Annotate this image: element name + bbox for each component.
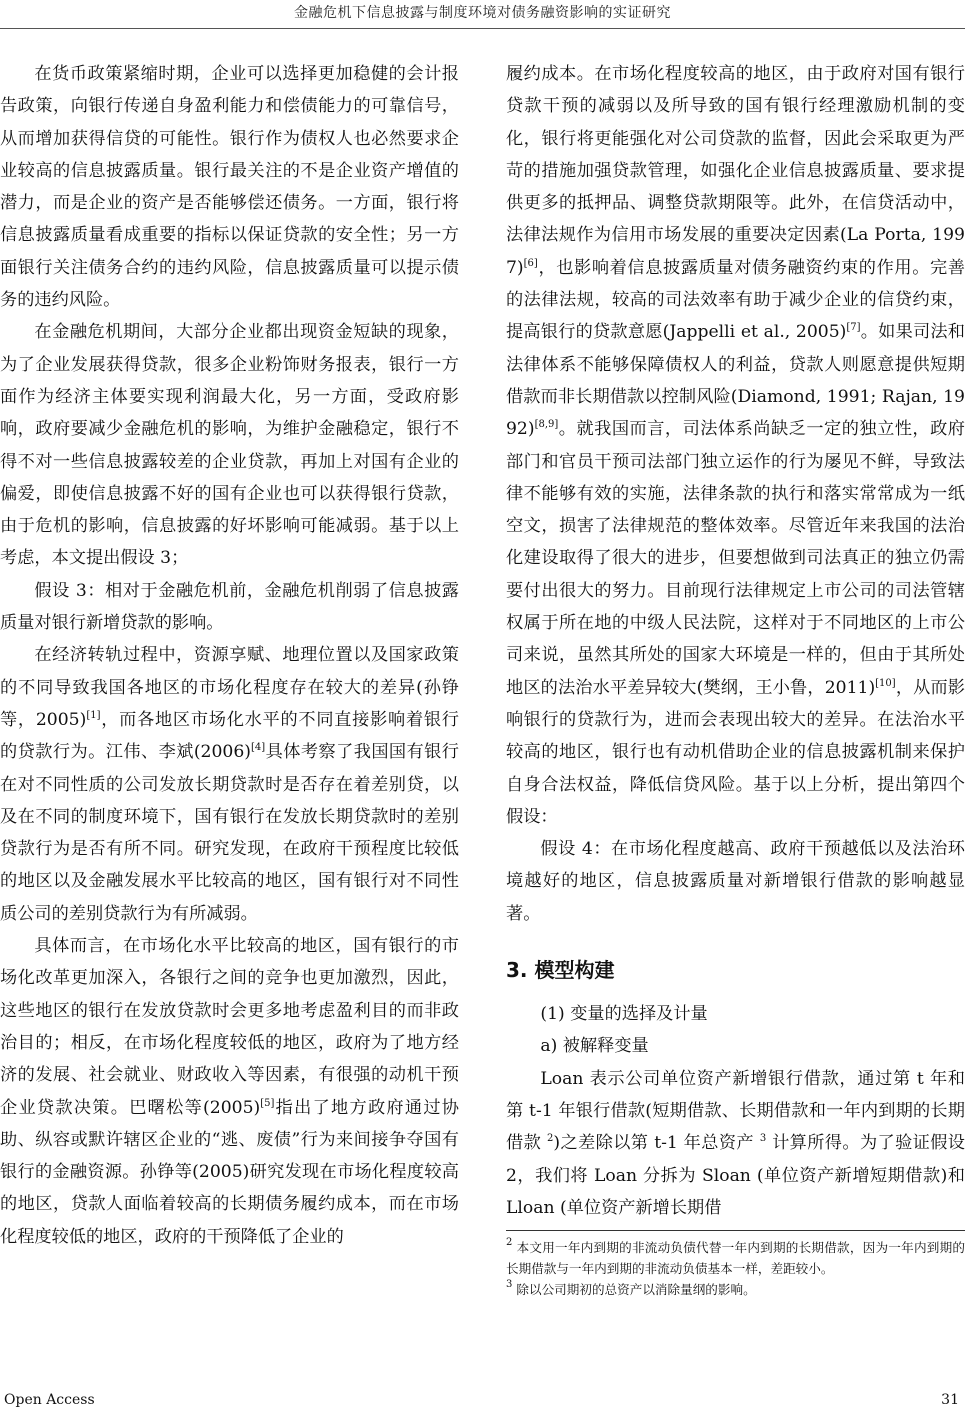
header-rule bbox=[0, 28, 965, 29]
paragraph-monetary-policy: 在货币政策紧缩时期，企业可以选择更加稳健的会计报告政策，向银行传递自身盈利能力和偿债能力的可靠信号，从而增加获得信贷的可能性。银行作为债权人也必然要求企业较高的信息披露质量。银行最关注的不是企业资产增值的潜力，而是企业的资产是否能够偿还债务。一方面，银行将信息披露质量看成重要的指标以保证贷款的安全性；另一方面银行关注债务合约的违约风险，信息披露质量可以提示债务的违约风险。 bbox=[0, 64, 459, 311]
paragraph-continuation bbox=[506, 58, 965, 833]
footnote-rule bbox=[506, 1230, 965, 1231]
citation-5: [5] bbox=[260, 1097, 275, 1109]
citation-7: [7] bbox=[846, 322, 861, 334]
footnote-2 bbox=[506, 1237, 965, 1279]
text-segment: 计算所得。为了验证假设 2，我们将 Loan 分拆为 Sloan (单位资产新增短期借款)和 Lloan (单位资产新增长期借 bbox=[506, 1133, 965, 1218]
footnote-mark: 3 bbox=[506, 1279, 513, 1291]
text-segment: ，而各地区市场化水平的不同直接影响着银行的贷款行为。江伟、李斌(2006) bbox=[0, 709, 459, 763]
hypothesis-4: 假设 4：在市场化程度越高、政府干预越低以及法治环境越好的地区，信息披露质量对新增银行借款的影响越显著。 bbox=[506, 839, 965, 924]
citation-4: [4] bbox=[250, 742, 266, 754]
text-segment: 。如果司法和法律体系不能够保障债权人的利益，贷款人则愿意提供短期借款而非长期借款以控制风险(Diamond, 1991; Rajan, 1992) bbox=[506, 322, 965, 440]
subsection-variables: (1) 变量的选择及计量 bbox=[540, 1004, 708, 1025]
page-number: 31 bbox=[941, 1392, 959, 1408]
text-segment: )之差除以第 t-1 年总资产 bbox=[553, 1133, 760, 1154]
text-segment: 。就我国而言，司法体系尚缺乏一定的独立性，政府部门和官员干预司法部门独立运作的行为屡见不鲜，导致法律不能够有效的实施，法律条款的执行和落实常常成为一纸空文，损害了法律规范的整体效率。尽管近年来我国的法治化建设取得了很大的进步，但要想做到司法真正的独立仍需要付出很大的努力。目前现行法律规定上市公司的司法管辖权属于所在地的中级人民法院，这样对于不同地区的上市公司来说，虽然其所处的国家大环境是一样的，但由于其所处地区的法治水平差异较大(樊纲，王小鲁，2011) bbox=[506, 419, 965, 698]
paragraph-marketization bbox=[0, 639, 459, 930]
paragraph-specifically bbox=[0, 930, 459, 1253]
running-title: 金融危机下信息披露与制度环境对债务融资影响的实证研究 bbox=[294, 5, 671, 21]
footnote-ref-3: 3 bbox=[759, 1133, 767, 1145]
hypothesis-3: 假设 3：相对于金融危机前，金融危机削弱了信息披露质量对银行新增贷款的影响。 bbox=[0, 580, 459, 634]
footnote-text: 本文用一年内到期的非流动负债代替一年内到期的长期借款，因为一年内到期的长期借款与一年内到期的非流动负债基本一样，差距较小。 bbox=[506, 1240, 965, 1277]
paragraph-financial-crisis: 在金融危机期间，大部分企业都出现资金短缺的现象，为了企业发展获得贷款，很多企业粉饰财务报表，银行一方面作为经济主体要实现利润最大化，另一方面，受政府影响，政府要减少金融危机的影响，为维护金融稳定，银行不得不对一些信息披露较差的企业贷款，再加上对国有企业的偏爱，即使信息披露不好的国有企业也可以获得银行贷款，由于危机的影响，信息披露的好坏影响可能减弱。基于以上考虑，本文提出假设 3； bbox=[0, 322, 459, 569]
footnote-text: 除以公司期初的总资产以消除量纲的影响。 bbox=[512, 1282, 756, 1298]
right-column bbox=[506, 58, 965, 1300]
footnote-ref-2: 2 bbox=[547, 1133, 554, 1145]
left-column bbox=[0, 58, 459, 1253]
text-segment: Loan 表示公司单位资产新增银行借款，通过第 t 年和第 t-1 年银行借款(短期借款、长期借款和一年内到期的长期借款 bbox=[506, 1068, 965, 1154]
citation-6: [6] bbox=[523, 257, 538, 269]
journal-name: Open Access bbox=[4, 1392, 95, 1408]
section-heading: 3. 模型构建 bbox=[506, 958, 615, 983]
text-segment: 履约成本。在市场化程度较高的地区，由于政府对国有银行贷款干预的减弱以及所导致的国有银行经理激励机制的变化，银行将更能强化对公司贷款的监督，因此会采取更为严苛的措施加强贷款管理，如强化企业信息披露质量、要求提供更多的抵押品、调整贷款期限等。此外，在信贷活动中，法律法规作为信用市场发展的重要决定因素(La Porta, 1997) bbox=[506, 64, 965, 278]
text-segment: 具体考察了我国国有银行在对不同性质的公司发放长期贷款时是否存在着差别贷，以及在不同的制度环境下，国有银行在发放长期贷款时的差别贷款行为是否有所不同。研究发现，在政府干预程度比较低的地区以及金融发展水平比较高的地区，国有银行对不同性质公司的差别贷款行为有所减弱。 bbox=[0, 742, 459, 924]
text-segment: 指出了地方政府通过协助、纵容或默许辖区企业的“逃、废债”行为来间接争夺国有银行的金融资源。孙铮等(2005)研究发现在市场化程度较高的地区，贷款人面临着较高的长期债务履约成本，而在市场化程度较低的地区，政府的干预降低了企业的 bbox=[0, 1097, 459, 1247]
paragraph-loan-definition bbox=[506, 1063, 965, 1224]
footnote-mark: 2 bbox=[506, 1237, 513, 1249]
subsection-dependent-variable: a) 被解释变量 bbox=[540, 1036, 649, 1057]
text-segment: ，也影响着信息披露质量对债务融资约束的作用。完善的法律法规，较高的司法效率有助于减少企业的信贷约束，提高银行的贷款意愿(Jappelli et al., 2005) bbox=[506, 257, 965, 343]
text-segment: 具体而言，在市场化水平比较高的地区，国有银行的市场化改革更加深入，各银行之间的竞争也更加激烈，因此，这些地区的银行在发放贷款时会更多地考虑盈利目的而非政治目的；相反，在市场化程度较低的地区，政府为了地方经济的发展、社会就业、财政收入等因素，有很强的动机干预企业贷款决策。巴曙松等(2005) bbox=[0, 936, 459, 1118]
text-segment: 在经济转轨过程中，资源享赋、地理位置以及国家政策的不同导致我国各地区的市场化程度存在较大的差异(孙铮等，2005) bbox=[0, 645, 459, 730]
citation-10: [10] bbox=[875, 677, 896, 689]
text-segment: ，从而影响银行的贷款行为，进而会表现出较大的差异。在法治水平较高的地区，银行也有动机借助企业的信息披露机制来保护自身合法权益，降低信贷风险。基于以上分析，提出第四个假设： bbox=[506, 677, 965, 827]
citation-1: [1] bbox=[86, 709, 101, 721]
footnote-3 bbox=[506, 1279, 965, 1300]
citation-8-9: [8,9] bbox=[534, 419, 559, 431]
